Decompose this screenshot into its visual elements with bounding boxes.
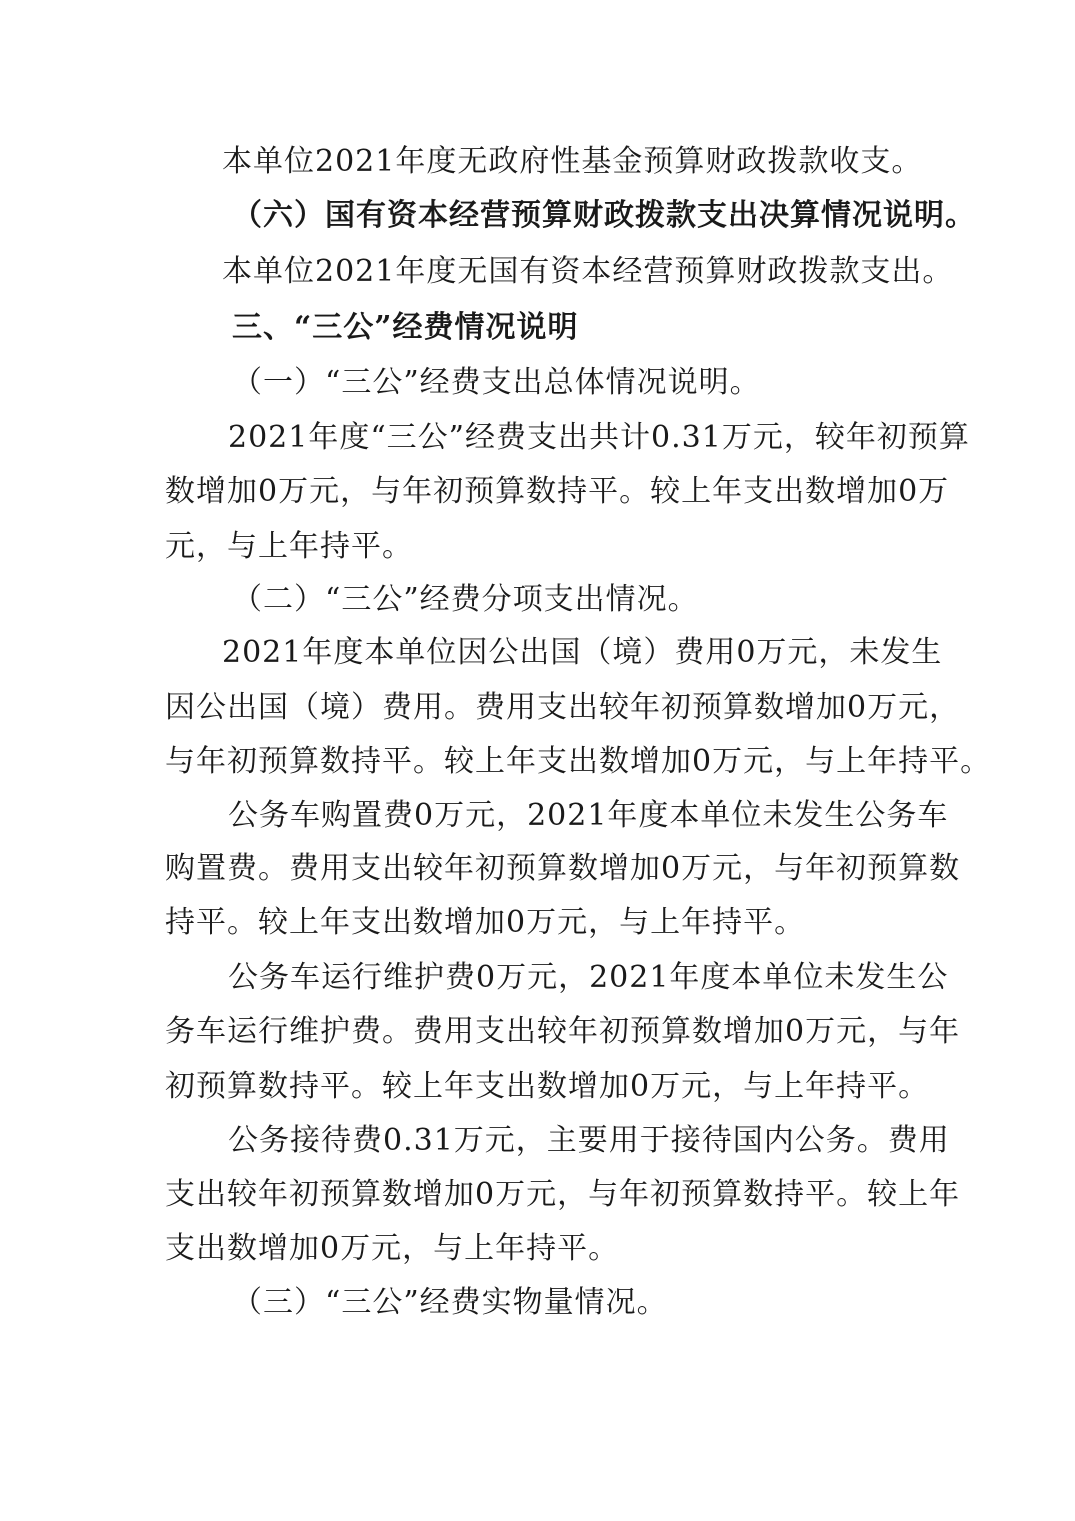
paragraph-line: 支出较年初预算数增加0万元，与年初预算数持平。较上年 <box>165 1177 961 1212</box>
paragraph-line: 本单位2021年度无国有资本经营预算财政拨款支出。 <box>222 254 954 289</box>
section-heading: （二）“三公”经费分项支出情况。 <box>232 582 699 617</box>
paragraph-line: 公务车运行维护费0万元，2021年度本单位未发生公 <box>228 960 949 995</box>
section-heading: （六）国有资本经营预算财政拨款支出决算情况说明。 <box>232 198 976 233</box>
section-heading: （一）“三公”经费支出总体情况说明。 <box>232 365 761 400</box>
paragraph-line: 购置费。费用支出较年初预算数增加0万元，与年初预算数 <box>165 851 961 886</box>
paragraph-line: 本单位2021年度无政府性基金预算财政拨款收支。 <box>222 144 923 179</box>
paragraph-line: 因公出国（境）费用。费用支出较年初预算数增加0万元， <box>165 690 961 725</box>
chapter-heading: 三、“三公”经费情况说明 <box>232 310 579 345</box>
paragraph-line: 公务接待费0.31万元，主要用于接待国内公务。费用 <box>228 1123 950 1158</box>
paragraph-line: 数增加0万元，与年初预算数持平。较上年支出数增加0万 <box>165 474 950 509</box>
section-heading: （三）“三公”经费实物量情况。 <box>232 1285 668 1320</box>
paragraph-line: 2021年度本单位因公出国（境）费用0万元，未发生 <box>222 635 943 670</box>
paragraph-line: 初预算数持平。较上年支出数增加0万元，与上年持平。 <box>165 1069 930 1104</box>
paragraph-line: 务车运行维护费。费用支出较年初预算数增加0万元，与年 <box>165 1014 961 1049</box>
paragraph-line: 与年初预算数持平。较上年支出数增加0万元，与上年持平。 <box>165 744 992 779</box>
paragraph-line: 2021年度“三公”经费支出共计0.31万元，较年初预算 <box>228 420 970 455</box>
paragraph-line: 元，与上年持平。 <box>165 529 413 564</box>
paragraph-line: 支出数增加0万元，与上年持平。 <box>165 1231 620 1266</box>
paragraph-line: 持平。较上年支出数增加0万元，与上年持平。 <box>165 905 806 940</box>
paragraph-line: 公务车购置费0万元，2021年度本单位未发生公务车 <box>228 798 949 833</box>
